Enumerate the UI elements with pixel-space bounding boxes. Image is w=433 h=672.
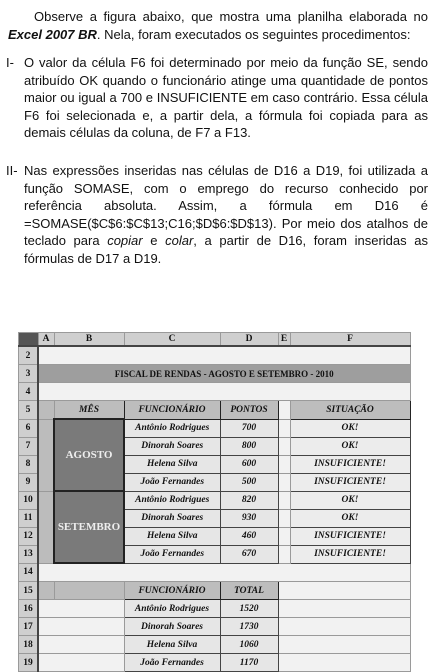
select-all-corner[interactable] — [19, 333, 39, 347]
cell-empty[interactable] — [38, 600, 124, 618]
month-agosto[interactable]: AGOSTO — [54, 419, 124, 491]
intro-lead: Observe a figura abaixo, que mostra uma planilha elaborada no — [34, 9, 428, 24]
column-header[interactable]: D — [220, 333, 278, 347]
cell-funcionario-total[interactable]: Dinorah Soares — [124, 618, 220, 636]
row-header[interactable]: 9 — [19, 473, 39, 491]
cell-situacao[interactable]: OK! — [290, 419, 410, 437]
cell-empty[interactable] — [38, 636, 124, 654]
cell-situacao[interactable]: INSUFICIENTE! — [290, 545, 410, 563]
row-header[interactable]: 12 — [19, 527, 39, 545]
column-header[interactable]: C — [124, 333, 220, 347]
header-funcionario-2[interactable]: FUNCIONÁRIO — [124, 582, 220, 600]
cell-situacao[interactable]: OK! — [290, 491, 410, 509]
cell-funcionario[interactable]: Helena Silva — [124, 527, 220, 545]
intro-paragraph — [8, 8, 428, 44]
cell-pontos[interactable]: 820 — [220, 491, 278, 509]
list-item — [6, 54, 428, 142]
cell-empty[interactable] — [278, 582, 410, 600]
cell-situacao[interactable]: OK! — [290, 437, 410, 455]
row-header[interactable]: 18 — [19, 636, 39, 654]
cell-empty[interactable] — [38, 383, 410, 401]
item-text-a: Nas expressões inseridas nas células de D16 a D19, foi utilizada a função SOMASE, com o emprego do recurso conhecido por referência absoluta. Assim, a fórmula em D16 é =SOMASE($C$6:$C$13;C16;$D$6:$D$13). Por meio dos atalhos de teclado para — [24, 163, 428, 248]
intro-app-name: Excel 2007 BR — [8, 27, 97, 42]
row-header[interactable]: 3 — [19, 365, 39, 383]
cell-empty[interactable] — [38, 346, 410, 365]
row-header[interactable]: 2 — [19, 346, 39, 365]
item-and: e — [142, 233, 166, 248]
item-colar: colar — [165, 233, 194, 248]
cell-situacao[interactable]: OK! — [290, 509, 410, 527]
row-header[interactable]: 8 — [19, 455, 39, 473]
cell-total[interactable]: 1520 — [220, 600, 278, 618]
cell-pontos[interactable]: 460 — [220, 527, 278, 545]
cell-empty[interactable] — [278, 509, 290, 527]
cell-situacao[interactable]: INSUFICIENTE! — [290, 473, 410, 491]
cell-total[interactable]: 1730 — [220, 618, 278, 636]
cell-funcionario[interactable]: João Fernandes — [124, 545, 220, 563]
row-header[interactable]: 4 — [19, 383, 39, 401]
sheet-title[interactable]: FISCAL DE RENDAS - AGOSTO E SETEMBRO - 2010 — [38, 365, 410, 383]
cell-empty[interactable] — [38, 563, 410, 582]
row-header[interactable]: 10 — [19, 491, 39, 509]
cell-empty[interactable] — [278, 419, 290, 437]
cell-funcionario[interactable]: Antônio Rodrigues — [124, 419, 220, 437]
cell-empty[interactable] — [54, 582, 124, 600]
cell-empty[interactable] — [38, 419, 54, 491]
row-header[interactable]: 17 — [19, 618, 39, 636]
cell-situacao[interactable]: INSUFICIENTE! — [290, 527, 410, 545]
cell-empty[interactable] — [278, 545, 290, 563]
list-item — [6, 162, 428, 267]
header-situacao[interactable]: SITUAÇÃO — [290, 401, 410, 420]
cell-pontos[interactable]: 670 — [220, 545, 278, 563]
item-text: O valor da célula F6 foi determinado por meio da função SE, sendo atribuído OK quando o funcionário atinge uma quantidade de pontos maior ou igual a 700 e INSUFICIENTE em caso contrário. Essa célula F6 foi selecionada e, a partir dela, a fórmula foi copiada para as demais células da coluna, de F7 a F13. — [24, 55, 428, 140]
cell-funcionario[interactable]: Antônio Rodrigues — [124, 491, 220, 509]
row-header[interactable]: 15 — [19, 582, 39, 600]
month-setembro[interactable]: SETEMBRO — [54, 491, 124, 563]
cell-empty[interactable] — [278, 455, 290, 473]
header-mes[interactable]: MÊS — [54, 401, 124, 420]
row-header[interactable]: 19 — [19, 654, 39, 672]
row-header[interactable]: 11 — [19, 509, 39, 527]
row-header[interactable]: 13 — [19, 545, 39, 563]
cell-empty[interactable] — [38, 491, 54, 563]
item-text — [24, 162, 428, 267]
row-header[interactable]: 5 — [19, 401, 39, 420]
cell-total[interactable]: 1170 — [220, 654, 278, 672]
cell-pontos[interactable]: 800 — [220, 437, 278, 455]
cell-funcionario-total[interactable]: João Fernandes — [124, 654, 220, 672]
intro-tail: . Nela, foram executados os seguintes procedimentos: — [96, 27, 411, 42]
cell-empty[interactable] — [38, 401, 54, 420]
cell-pontos[interactable]: 930 — [220, 509, 278, 527]
item-number: I- — [6, 55, 14, 70]
row-header[interactable]: 16 — [19, 600, 39, 618]
cell-funcionario[interactable]: João Fernandes — [124, 473, 220, 491]
cell-funcionario[interactable]: Helena Silva — [124, 455, 220, 473]
cell-funcionario-total[interactable]: Antônio Rodrigues — [124, 600, 220, 618]
column-header[interactable]: E — [278, 333, 290, 347]
cell-pontos[interactable]: 700 — [220, 419, 278, 437]
header-total[interactable]: TOTAL — [220, 582, 278, 600]
cell-empty[interactable] — [278, 527, 290, 545]
spreadsheet-image — [18, 332, 429, 668]
cell-empty[interactable] — [38, 654, 124, 672]
cell-total[interactable]: 1060 — [220, 636, 278, 654]
cell-funcionario[interactable]: Dinorah Soares — [124, 509, 220, 527]
cell-empty[interactable] — [278, 491, 290, 509]
cell-empty[interactable] — [278, 636, 410, 654]
cell-empty[interactable] — [278, 654, 410, 672]
cell-empty[interactable] — [38, 582, 54, 600]
cell-empty[interactable] — [278, 437, 290, 455]
cell-situacao[interactable]: INSUFICIENTE! — [290, 455, 410, 473]
item-text-b: , a partir de D16, foram inseridas as fórmulas de D17 a D19. — [24, 233, 428, 266]
cell-empty[interactable] — [278, 473, 290, 491]
row-header[interactable]: 14 — [19, 563, 39, 582]
row-header[interactable]: 7 — [19, 437, 39, 455]
cell-empty[interactable] — [278, 600, 410, 618]
cell-empty[interactable] — [278, 618, 410, 636]
header-funcionario[interactable]: FUNCIONÁRIO — [124, 401, 220, 420]
cell-pontos[interactable]: 500 — [220, 473, 278, 491]
column-header[interactable]: F — [290, 333, 410, 347]
item-number: II- — [6, 163, 18, 178]
cell-empty[interactable] — [38, 618, 124, 636]
cell-empty[interactable] — [278, 401, 290, 420]
cell-funcionario[interactable]: Dinorah Soares — [124, 437, 220, 455]
column-header[interactable]: A — [38, 333, 54, 347]
spreadsheet — [18, 332, 411, 672]
header-pontos[interactable]: PONTOS — [220, 401, 278, 420]
cell-funcionario-total[interactable]: Helena Silva — [124, 636, 220, 654]
item-copiar: copiar — [107, 233, 143, 248]
cell-pontos[interactable]: 600 — [220, 455, 278, 473]
row-header[interactable]: 6 — [19, 419, 39, 437]
column-header[interactable]: B — [54, 333, 124, 347]
